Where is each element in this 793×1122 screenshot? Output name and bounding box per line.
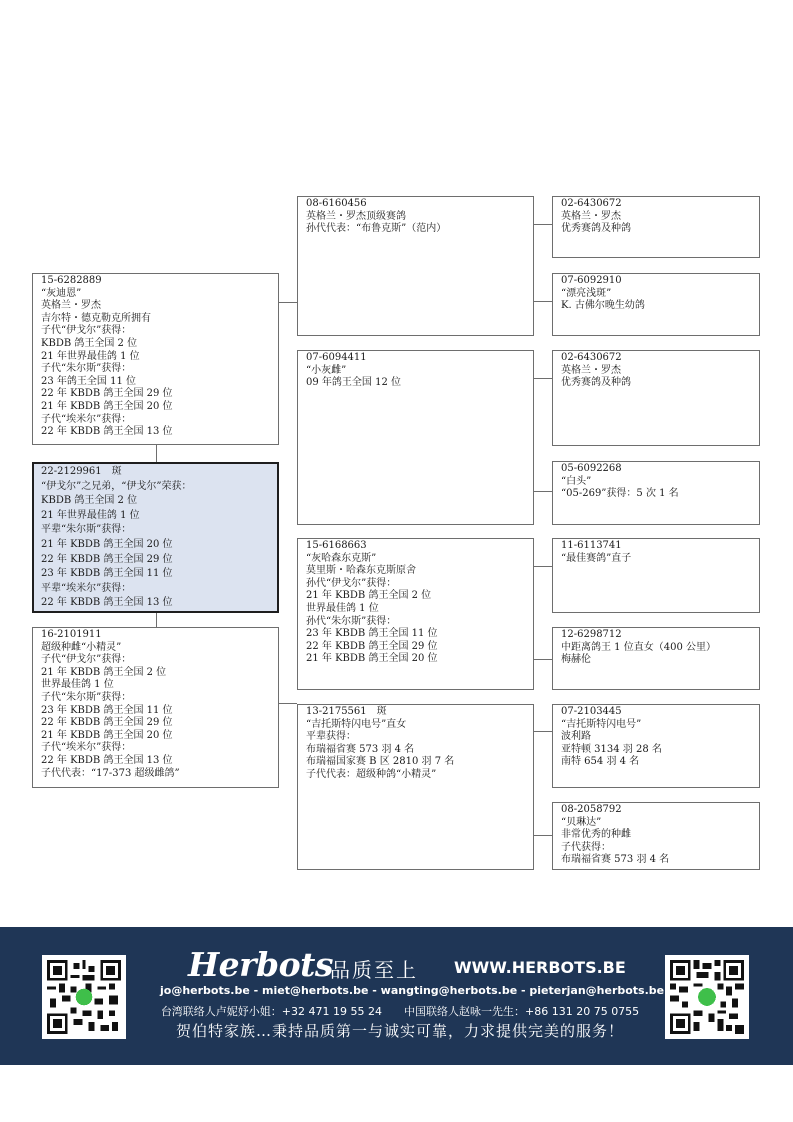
subject-line: “伊戈尔”之兄弟，“伊戈尔”荣获： (41, 480, 192, 492)
dds-line: 南特 654 羽 4 名 (561, 756, 640, 768)
connector-line (534, 301, 552, 302)
qr-code-right (665, 955, 749, 1039)
dam-line: 子代“伊戈尔”获得： (41, 654, 132, 666)
sire-sire-card (297, 196, 534, 336)
ssd-line: 07-6092910 (561, 275, 622, 286)
sire-sire-line: 08-6160456 (306, 198, 367, 209)
sire-dam-line: 07-6094411 (306, 352, 367, 363)
company-motto: 贺伯特家族…秉持品质第一与诚实可靠，力求提供完美的服务！ (175, 1022, 624, 1040)
subject-card (32, 462, 279, 613)
sire-line: 21 年世界最佳鸽 1 位 (41, 350, 140, 362)
subject-line: 平辈“埃米尔”获得： (41, 582, 132, 594)
sire-line: 子代“埃米尔”获得： (41, 413, 132, 425)
dam-line: 21 年 KBDB 鸽王全国 2 位 (41, 666, 167, 678)
sss-line: 02-6430672 (561, 198, 622, 209)
dam-dam-line: 布瑞福国家赛 B 区 2810 羽 7 名 (306, 756, 455, 768)
dss-card (552, 538, 760, 613)
dam-line: 22 年 KBDB 鸽王全国 29 位 (41, 717, 173, 729)
dam-line: 子代“埃米尔”获得： (41, 742, 132, 754)
sds-line: 英格兰・罗杰 (561, 364, 621, 376)
website-link[interactable]: WWW.HERBOTS.BE (454, 958, 626, 977)
sdd-line: “白头” (561, 475, 592, 487)
qr-code-icon (47, 960, 121, 1034)
connector-line (534, 224, 552, 225)
dsd-line: 梅赫伦 (561, 654, 591, 666)
dam-line: 子代代表：“17-373 超级雌鸽” (41, 767, 180, 779)
dam-line: 23 年 KBDB 鸽王全国 11 位 (41, 704, 173, 716)
subject-line: 22 年 KBDB 鸽王全国 29 位 (41, 553, 173, 565)
connector-line (534, 835, 552, 836)
qr-code-left (42, 955, 126, 1039)
dss-line: “最佳赛鸽”直子 (561, 552, 632, 564)
connector-line (534, 659, 552, 660)
brand-logo: Herbots (188, 945, 333, 984)
dam-dam-line: “吉托斯特闪电号”直女 (306, 718, 407, 730)
wechat-qr-icon (670, 960, 744, 1034)
dam-sire-line: 15-6168663 (306, 540, 367, 551)
ddd-line: 08-2058792 (561, 804, 622, 815)
dss-line: 11-6113741 (561, 540, 622, 551)
dsd-line: 中距离鸽王 1 位直女（400 公里） (561, 641, 716, 653)
dsd-card (552, 627, 760, 690)
dam-dam-card (297, 704, 534, 870)
dam-dam-line: 13-2175561 斑 (306, 706, 387, 717)
brand-slogan: 品质至上 (330, 958, 418, 982)
dam-line: 21 年 KBDB 鸽王全国 20 位 (41, 729, 173, 741)
dam-sire-line: 23 年 KBDB 鸽王全国 11 位 (306, 628, 438, 640)
connector-line (534, 378, 552, 379)
dds-line: 亚特顿 3134 羽 28 名 (561, 743, 662, 755)
footer-banner (0, 927, 793, 1065)
sss-card (552, 196, 760, 258)
subject-line: 21 年世界最佳鸽 1 位 (41, 509, 140, 521)
sdd-card (552, 461, 760, 525)
sire-dam-line: “小灰雌” (306, 364, 347, 376)
dam-card (32, 627, 279, 788)
dam-sire-line: 22 年 KBDB 鸽王全国 29 位 (306, 640, 438, 652)
subject-line: 21 年 KBDB 鸽王全国 20 位 (41, 538, 173, 550)
connector-line (534, 731, 552, 732)
sire-sire-line: 英格兰・罗杰顶级赛鸽 (306, 210, 406, 222)
sss-line: 英格兰・罗杰 (561, 210, 621, 222)
dam-sire-line: 世界最佳鸽 1 位 (306, 602, 379, 614)
sire-line: 子代“朱尔斯”获得： (41, 363, 132, 375)
dam-line: 超级种雌“小精灵” (41, 641, 122, 653)
sire-line: 22 年 KBDB 鸽王全国 13 位 (41, 426, 173, 438)
sire-line: KBDB 鸽王全国 2 位 (41, 337, 138, 349)
ssd-card (552, 273, 760, 336)
dam-sire-line: 孙代“伊戈尔”获得： (306, 577, 397, 589)
sire-line: 子代“伊戈尔”获得： (41, 325, 132, 337)
contact-emails[interactable]: jo@herbots.be - miet@herbots.be - wangting@herbots.be - pieterjan@herbots.be (160, 984, 665, 997)
ssd-line: K. 古佛尔晚生幼鸽 (561, 300, 645, 312)
sire-line: 吉尔特・德克勒克所拥有 (41, 312, 151, 324)
sire-line: 英格兰・罗杰 (41, 300, 101, 312)
dam-sire-line: 21 年 KBDB 鸽王全国 20 位 (306, 653, 438, 665)
ddd-line: 布瑞福省赛 573 羽 4 名 (561, 854, 670, 866)
sire-line: 22 年 KBDB 鸽王全国 29 位 (41, 388, 173, 400)
sds-card (552, 350, 760, 446)
connector-line (279, 302, 297, 303)
dam-dam-line: 子代代表：超级种鸽“小精灵” (306, 768, 437, 780)
connector-line (534, 566, 552, 567)
connector-line (279, 703, 297, 704)
subject-line: 23 年 KBDB 鸽王全国 11 位 (41, 568, 173, 580)
subject-line: 22-2129961 斑 (41, 466, 122, 477)
dam-line: 16-2101911 (41, 629, 102, 640)
sire-card (32, 273, 279, 445)
ssd-line: “漂亮浅斑” (561, 287, 612, 299)
dam-dam-line: 平辈获得： (306, 731, 356, 743)
ddd-line: 子代获得： (561, 841, 611, 853)
ddd-line: “贝琳达” (561, 816, 602, 828)
connector-line (156, 444, 157, 462)
sdd-line: “05-269”获得：5 次 1 名 (561, 488, 679, 500)
sds-line: 优秀赛鸽及种鸽 (561, 377, 631, 389)
ddd-line: 非常优秀的种雌 (561, 829, 631, 841)
sdd-line: 05-6092268 (561, 463, 622, 474)
sire-line: 21 年 KBDB 鸽王全国 20 位 (41, 400, 173, 412)
sss-line: 优秀赛鸽及种鸽 (561, 223, 631, 235)
connector-line (156, 612, 157, 627)
dam-sire-line: 21 年 KBDB 鸽王全国 2 位 (306, 590, 432, 602)
dds-card (552, 704, 760, 788)
dam-line: 22 年 KBDB 鸽王全国 13 位 (41, 754, 173, 766)
sire-dam-card (297, 350, 534, 525)
sire-line: 23 年鸽王全国 11 位 (41, 375, 136, 387)
dds-line: “吉托斯特闪电号” (561, 718, 642, 730)
dam-sire-line: 莫里斯・哈森东克斯原舍 (306, 565, 416, 577)
dam-line: 世界最佳鸽 1 位 (41, 679, 114, 691)
sds-line: 02-6430672 (561, 352, 622, 363)
dds-line: 波利路 (561, 731, 591, 743)
ddd-card (552, 802, 760, 870)
dsd-line: 12-6298712 (561, 629, 622, 640)
dam-line: 子代“朱尔斯”获得： (41, 691, 132, 703)
dam-dam-line: 布瑞福省赛 573 羽 4 名 (306, 743, 415, 755)
sire-sire-line: 孙代代表：“布鲁克斯”（范内） (306, 223, 447, 235)
subject-line: 22 年 KBDB 鸽王全国 13 位 (41, 597, 173, 609)
dam-sire-line: “灰哈森东克斯” (306, 552, 377, 564)
dds-line: 07-2103445 (561, 706, 622, 717)
sire-line: 15-6282889 (41, 275, 102, 286)
contact-phones: 台湾联络人卢妮妤小姐：+32 471 19 55 24 中国联络人赵咏一先生：+86 131 20 75 0755 (160, 1005, 640, 1018)
sire-dam-line: 09 年鸽王全国 12 位 (306, 377, 401, 389)
subject-line: 平辈“朱尔斯”获得： (41, 524, 132, 536)
connector-line (534, 491, 552, 492)
subject-line: KBDB 鸽王全国 2 位 (41, 495, 138, 507)
sire-line: “灰迪恩” (41, 287, 82, 299)
dam-sire-card (297, 538, 534, 690)
dam-sire-line: 孙代“朱尔斯”获得： (306, 615, 397, 627)
